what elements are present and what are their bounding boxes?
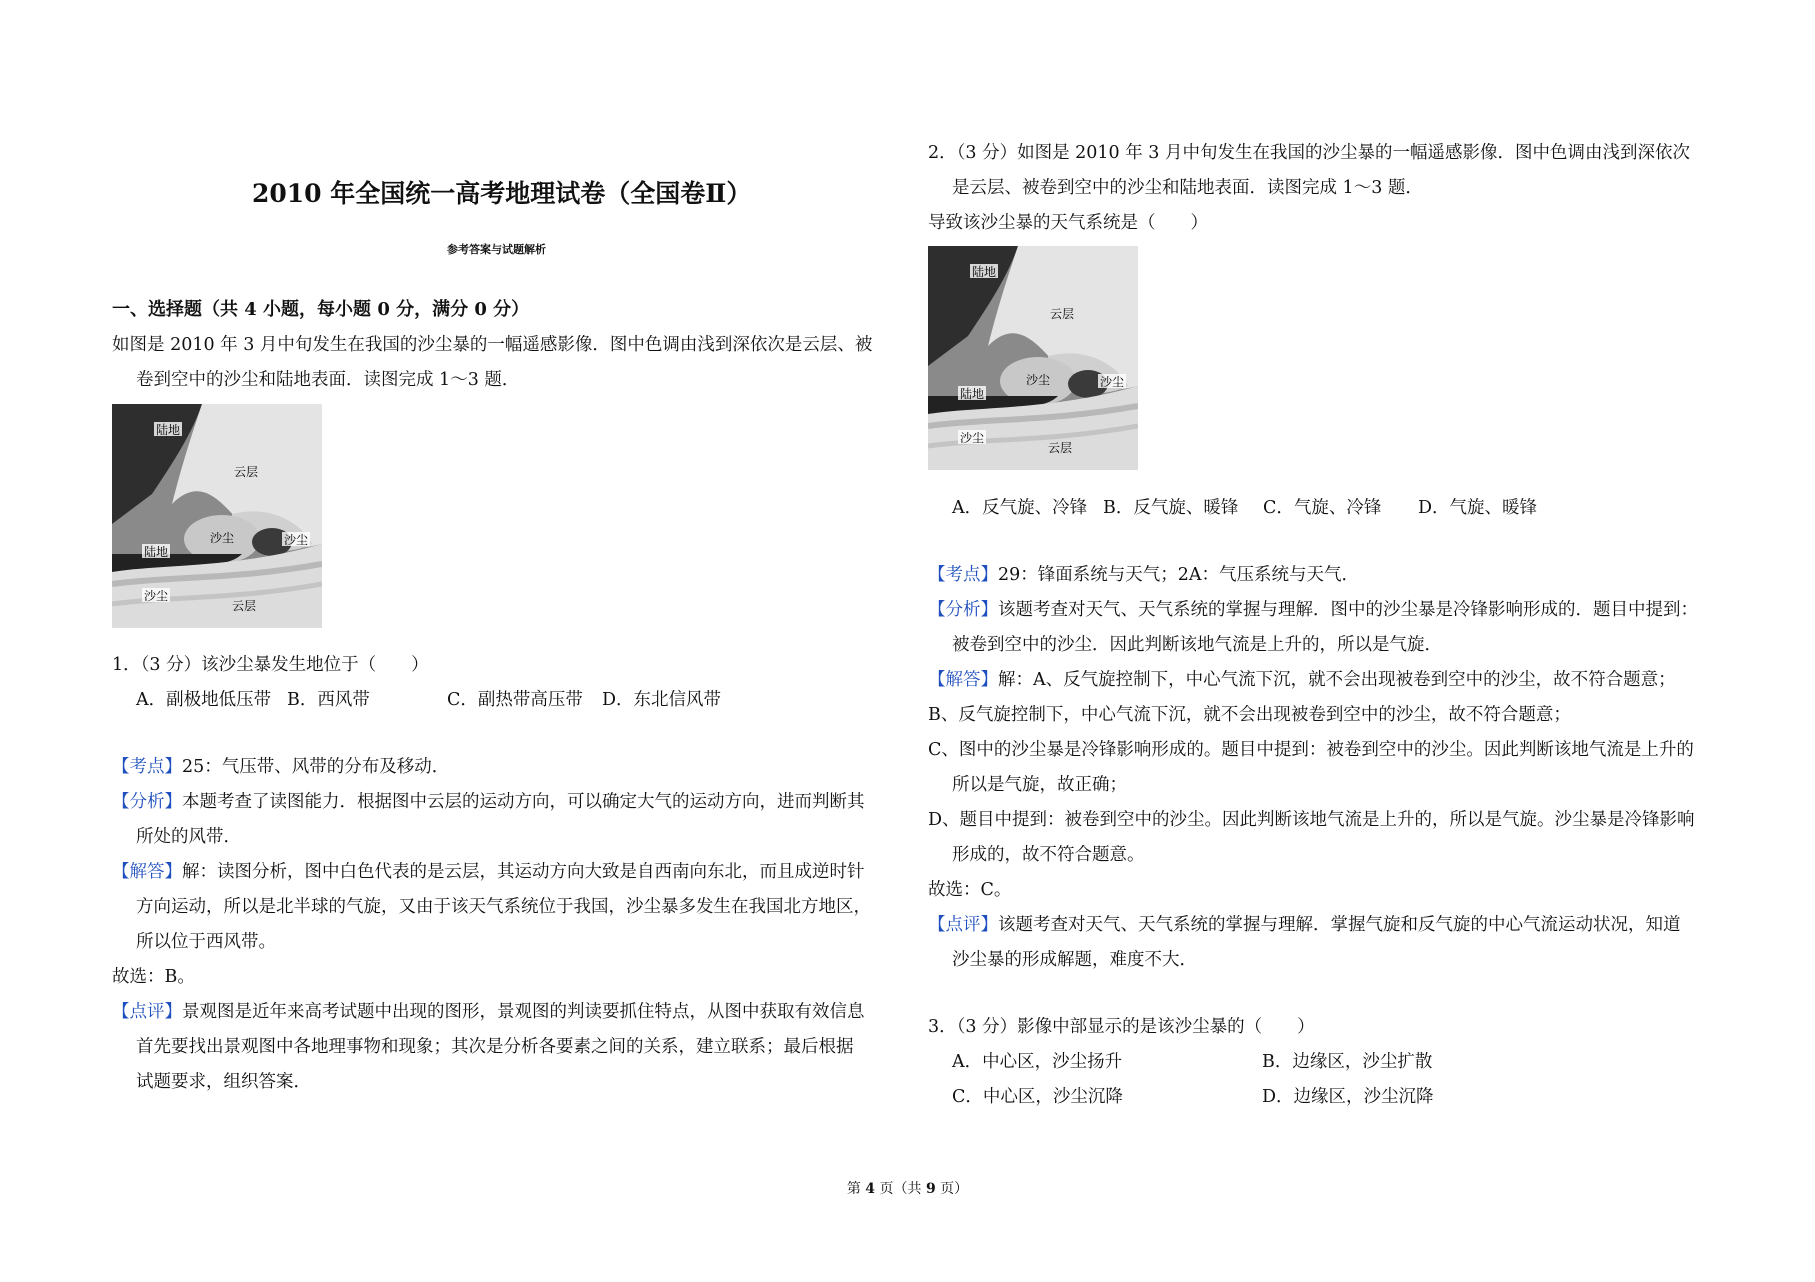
q1-jieda-line-3: 所以位于西风带。	[136, 932, 276, 952]
fig1-label-land-top: 陆地	[156, 423, 181, 437]
q2-option-d: D．气旋、暖锋	[1418, 498, 1538, 518]
fig2-label-land-top: 陆地	[972, 265, 997, 279]
q2-dianping-line-2: 沙尘暴的形成解题，难度不大．	[952, 950, 1197, 970]
q3-option-c: C．中心区，沙尘沉降	[952, 1087, 1123, 1107]
q2-jieda: 【解答】解：A、反气旋控制下，中心气流下沉，就不会出现被卷到空中的沙尘，故不符合题意；	[928, 670, 1676, 690]
intro-line-1: 如图是 2010 年 3 月中旬发生在我国的沙尘暴的一幅遥感影像．图中色调由浅到深依次是云层、被	[112, 335, 873, 355]
q2-stem-line-3: 导致该沙尘暴的天气系统是（ ）	[928, 213, 1208, 233]
q2-jieda-line-2: B、反气旋控制下，中心气流下沉，就不会出现被卷到空中的沙尘，故不符合题意；	[928, 705, 1571, 725]
q2-option-b: B．反气旋、暖锋	[1103, 498, 1239, 518]
q2-fenxi: 【分析】该题考查对天气、天气系统的掌握与理解．图中的沙尘暴是冷锋影响形成的．题目中提到：	[928, 600, 1698, 620]
q1-fenxi: 【分析】本题考查了读图能力．根据图中云层的运动方向，可以确定大气的运动方向，进而判断其	[112, 792, 865, 812]
satellite-image-2	[928, 246, 1138, 470]
page-footer: 第 4 页（共 9 页）	[846, 1181, 969, 1197]
fig1-label-cloud-bottom: 云层	[232, 599, 257, 613]
q2-jieda-line-6: 形成的，故不符合题意。	[952, 845, 1145, 865]
q3-option-a: A．中心区，沙尘扬升	[952, 1052, 1123, 1072]
q1-answer: 故选：B。	[112, 967, 195, 987]
q2-stem-line-1: 2．（3 分）如图是 2010 年 3 月中旬发生在我国的沙尘暴的一幅遥感影像．图中色调由浅到深依次	[928, 143, 1690, 163]
q1-kaodian: 【考点】25：气压带、风带的分布及移动．	[112, 757, 450, 777]
fig2-label-dust-bottom: 沙尘	[960, 431, 985, 445]
q1-option-b: B．西风带	[287, 690, 370, 710]
q2-option-c: C．气旋、冷锋	[1263, 498, 1382, 518]
fig2-label-dust-right: 沙尘	[1100, 375, 1125, 389]
fig1-label-land-mid: 陆地	[144, 545, 169, 559]
q2-answer: 故选：C。	[928, 880, 1012, 900]
q1-option-d: D．东北信风带	[602, 690, 722, 710]
q1-dianping-line-3: 试题要求，组织答案．	[136, 1072, 311, 1092]
q2-fenxi-line-2: 被卷到空中的沙尘．因此判断该地气流是上升的，所以是气旋．	[952, 635, 1442, 655]
satellite-image	[112, 404, 322, 628]
footer-page-number: 4	[865, 1181, 876, 1197]
q1-stem: 1．（3 分）该沙尘暴发生地位于（ ）	[112, 655, 429, 675]
page-subtitle: 参考答案与试题解析	[447, 243, 546, 256]
q2-jieda-line-5: D、题目中提到：被卷到空中的沙尘。因此判断该地气流是上升的，所以是气旋。沙尘暴是冷锋影响	[928, 810, 1695, 830]
fig2-label-land-mid: 陆地	[960, 387, 985, 401]
q1-jieda-line-2: 方向运动，所以是北半球的气旋，又由于该天气系统位于我国，沙尘暴多发生在我国北方地区，	[136, 897, 871, 917]
q3-stem: 3．（3 分）影像中部显示的是该沙尘暴的（ ）	[928, 1017, 1315, 1037]
q3-option-d: D．边缘区，沙尘沉降	[1262, 1087, 1434, 1107]
fig1-label-dust-center: 沙尘	[210, 531, 235, 545]
q2-kaodian: 【考点】29：锋面系统与天气；2A：气压系统与天气．	[928, 565, 1360, 585]
page-title: 2010 年全国统一高考地理试卷（全国卷Ⅱ）	[252, 179, 752, 208]
q1-dianping: 【点评】景观图是近年来高考试题中出现的图形，景观图的判读要抓住特点，从图中获取有效信息	[112, 1002, 865, 1022]
footer-total-pages: 9	[925, 1181, 936, 1197]
fig2-label-cloud-top: 云层	[1050, 307, 1075, 321]
section-heading: 一、选择题（共 4 小题，每小题 0 分，满分 0 分）	[112, 299, 530, 320]
q3-option-b: B．边缘区，沙尘扩散	[1262, 1052, 1433, 1072]
q1-dianping-line-2: 首先要找出景观图中各地理事物和现象；其次是分析各要素之间的关系，建立联系；最后根据	[136, 1037, 854, 1057]
fig2-label-dust-center: 沙尘	[1026, 373, 1051, 387]
intro-line-2: 卷到空中的沙尘和陆地表面．读图完成 1～3 题．	[136, 370, 520, 390]
fig1-label-dust-right: 沙尘	[284, 533, 309, 547]
fig1-label-dust-bottom: 沙尘	[144, 589, 169, 603]
q2-option-a: A．反气旋、冷锋	[952, 498, 1088, 518]
q1-option-a: A．副极地低压带	[136, 690, 272, 710]
q2-stem-line-2: 是云层、被卷到空中的沙尘和陆地表面．读图完成 1～3 题．	[952, 178, 1423, 198]
fig2-label-cloud-bottom: 云层	[1048, 441, 1073, 455]
q2-jieda-line-3: C、图中的沙尘暴是冷锋影响形成的。题目中提到：被卷到空中的沙尘。因此判断该地气流是上升的	[928, 740, 1694, 760]
q2-jieda-line-4: 所以是气旋，故正确；	[952, 775, 1127, 795]
fig1-label-cloud-top: 云层	[234, 465, 259, 479]
q2-dianping: 【点评】该题考查对天气、天气系统的掌握与理解．掌握气旋和反气旋的中心气流运动状况，知道	[928, 915, 1681, 935]
q1-option-c: C．副热带高压带	[447, 690, 583, 710]
q1-fenxi-line-2: 所处的风带．	[136, 827, 241, 847]
q1-jieda: 【解答】解：读图分析，图中白色代表的是云层，其运动方向大致是自西南向东北，而且成逆时针	[112, 862, 865, 882]
